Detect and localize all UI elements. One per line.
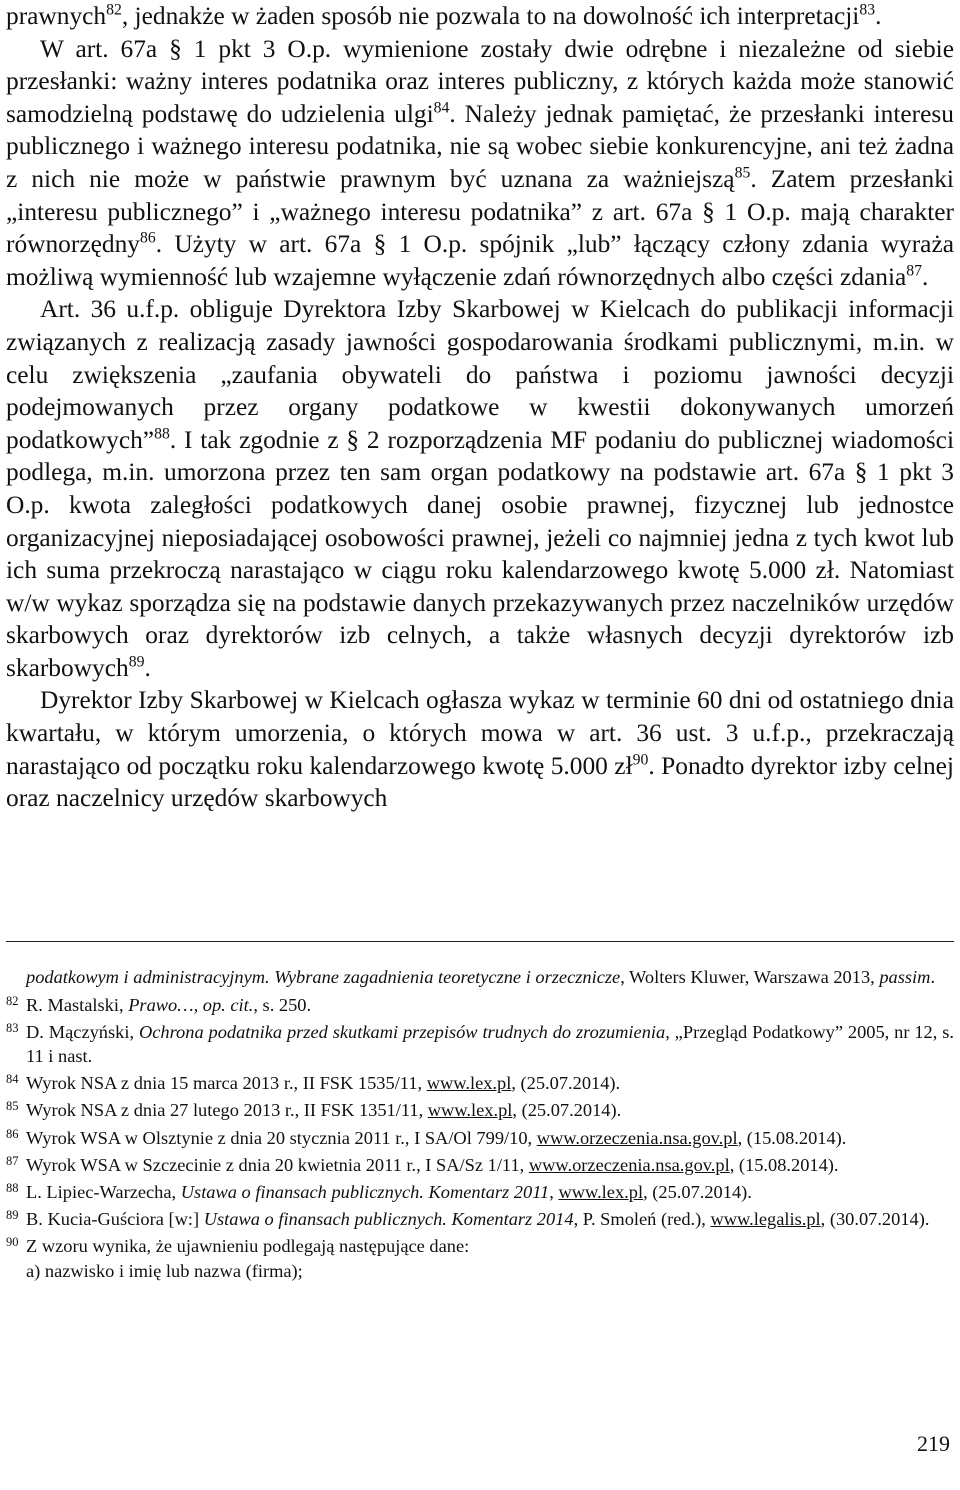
page-number: 219 <box>917 1431 950 1456</box>
footnotes <box>6 965 954 1286</box>
footnote-list-item: a) nazwisko i imię lub nazwa (firma); <box>26 1260 303 1281</box>
footnote-number: 87 <box>6 1153 19 1168</box>
footnote-88: 88 L. Lipiec-Warzecha, Ustawa o finansach publicznych. Komentarz 2011, www.lex.pl, (25.07.2014). <box>6 1180 954 1205</box>
footnote-number: 86 <box>6 1126 19 1141</box>
footnote-84: 84 Wyrok NSA z dnia 15 marca 2013 r., II FSK 1535/11, www.lex.pl, (25.07.2014). <box>6 1071 954 1096</box>
footnote-ref-85: 85 <box>734 164 751 182</box>
footnote-ref-87: 87 <box>906 262 923 280</box>
footnote-89: 89 B. Kucia-Guściora [w:] Ustawa o finansach publicznych. Komentarz 2014, P. Smoleń (red.), www.legalis.pl, (30.07.2014). <box>6 1207 954 1232</box>
footnote-ref-88: 88 <box>154 425 170 443</box>
paragraph-1: prawnych$^{82}$, jednakże w żaden sposób nie pozwala to na dowolność ich interpretacji$^{83}$. <box>6 1 882 30</box>
footnote-90: 90 Z wzoru wynika, że ujawnieniu podlegają następujące dane: a) nazwisko i imię lub nazwa (firma); <box>6 1234 954 1283</box>
footnote-ref-89: 89 <box>128 653 145 671</box>
paragraph-3: Art. 36 u.f.p. obliguje Dyrektora Izby Skarbowej w Kielcach do publikacji informacji związanych z realizacją zasady jawności gospodarowania środkami publicznymi, m.in. w celu zwiększenia „zaufania obywateli do państwa i poziomu jawności decyzji podejmowanych przez organy podatkowe w kwestii dokonywanych umorzeń podatkowych”$^{88}$. I tak zgodnie z § 2 rozporządzenia MF podaniu do publicznej wiadomości podlega, m.in. umorzona przez ten sam organ podatkowy na podstawie art. 67a § 1 pkt 3 O.p. kwota zaległości podatkowych danej osobie prawnej, fizycznej lub jednostce organizacyjnej nieposiadającej osobowości prawnej, jeżeli co najmniej jedna z tych kwot lub ich suma przekroczą narastająco w ciągu roku kalendarzowego kwotę 5.000 zł. Natomiast w/w wykaz sporządza się na podstawie danych przekazywanych przez naczelników urzędów skarbowych oraz dyrektorów izb celnych, a także własnych decyzji dyrektorów izb skarbowych$^{89}$. <box>6 295 954 682</box>
footnote-85: 85 Wyrok NSA z dnia 27 lutego 2013 r., II FSK 1351/11, www.lex.pl, (25.07.2014). <box>6 1098 954 1123</box>
footnote-number: 82 <box>6 993 19 1008</box>
source-link[interactable]: www.lex.pl <box>558 1181 644 1202</box>
footnote-number: 88 <box>6 1180 19 1195</box>
footnote-83: 83 D. Mączyński, Ochrona podatnika przed skutkami przepisów trudnych do zrozumienia, „Przegląd Podatkowy” 2005, nr 12, s. 11 i nast. <box>6 1020 954 1069</box>
source-link[interactable]: www.legalis.pl <box>710 1208 821 1229</box>
footnote-82: 82 R. Mastalski, Prawo…, op. cit., s. 250. <box>6 993 954 1018</box>
footnote-ref-90: 90 <box>632 751 649 769</box>
source-link[interactable]: www.lex.pl <box>427 1100 513 1121</box>
footnote-number: 89 <box>6 1207 19 1222</box>
footnote-continuation: podatkowym i administracyjnym. Wybrane zagadnienia teoretyczne i orzecznicze, Wolters Kluwer, Warszawa 2013, passim. <box>26 967 936 987</box>
footnote-separator <box>6 941 954 942</box>
footnote-number: 90 <box>6 1234 19 1249</box>
document-page <box>6 0 954 815</box>
paragraph-2: W art. 67a § 1 pkt 3 O.p. wymienione zostały dwie odrębne i niezależne od siebie przesłanki: ważny interes podatnika oraz interes publiczny, z których każda może stanowić samodzielną podstawę do udzielenia ulgi$^{84}$. Należy jednak pamiętać, że przesłanki interesu publicznego i ważnego interesu podatnika, nie są wobec siebie konkurencyjne, ani też żadna z nich nie może w państwie prawnym być uznana za ważniejszą$^{85}$. Zatem przesłanki „interesu publicznego” i „ważnego interesu podatnika” z art. 67a § 1 O.p. mają charakter równorzędny$^{86}$. Użyty w art. 67a § 1 O.p. spójnik „lub” łączący człony zdania wyraża możliwą wymienność lub wzajemne wyłączenie zdań równorzędnych albo części zdania$^{87}$. <box>6 34 954 291</box>
footnote-86: 86 Wyrok WSA w Olsztynie z dnia 20 stycznia 2011 r., I SA/Ol 799/10, www.orzeczenia.nsa.gov.pl, (15.08.2014). <box>6 1126 954 1151</box>
main-text <box>6 0 954 815</box>
footnote-number: 84 <box>6 1072 19 1087</box>
footnote-number: 83 <box>6 1020 19 1035</box>
footnote-ref-83: 83 <box>859 1 876 19</box>
footnote-87: 87 Wyrok WSA w Szczecinie z dnia 20 kwietnia 2011 r., I SA/Sz 1/11, www.orzeczenia.nsa.gov.pl, (15.08.2014). <box>6 1153 954 1178</box>
source-link[interactable]: www.orzeczenia.nsa.gov.pl <box>536 1127 738 1148</box>
paragraph-4: Dyrektor Izby Skarbowej w Kielcach ogłasza wykaz w terminie 60 dni od ostatniego dnia kwartału, w którym umorzenia, o których mowa w art. 36 ust. 3 u.f.p., przekraczają narastająco od początku roku kalendarzowego kwotę 5.000 $zł^{90}$. Ponadto dyrektor izby celnej oraz naczelnicy urzędów skarbowych <box>6 686 954 813</box>
footnote-ref-84: 84 <box>433 99 450 117</box>
source-link[interactable]: www.lex.pl <box>426 1073 512 1094</box>
footnote-ref-86: 86 <box>139 229 156 247</box>
footnote-number: 85 <box>6 1099 19 1114</box>
source-link[interactable]: www.orzeczenia.nsa.gov.pl <box>528 1154 730 1175</box>
footnote-ref-82: 82 <box>106 1 122 19</box>
